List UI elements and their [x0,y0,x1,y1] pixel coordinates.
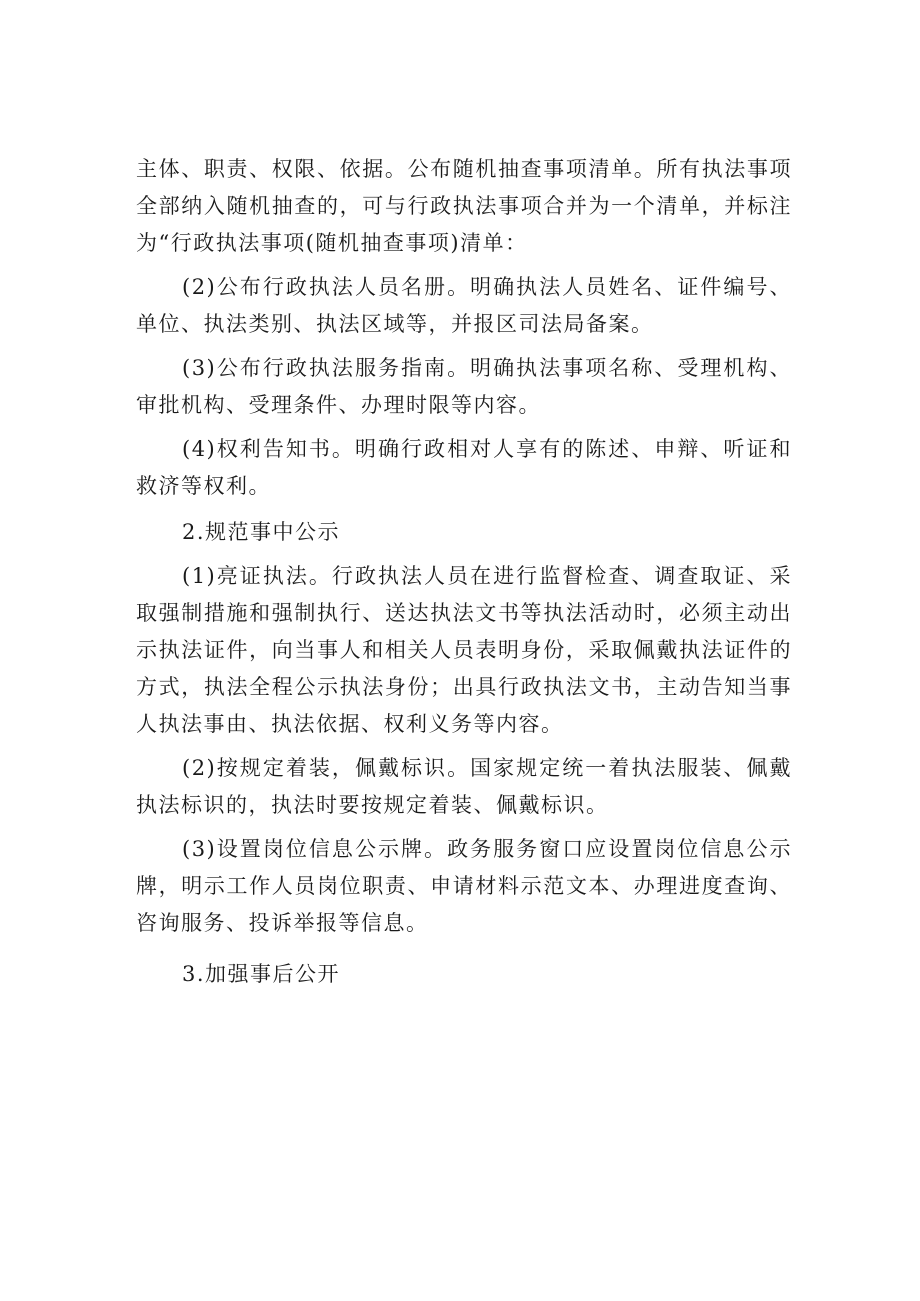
paragraph-continuation: 主体、职责、权限、依据。公布随机抽查事项清单。所有执法事项全部纳入随机抽查的，可与行政执法事项合并为一个清单，并标注为“行政执法事项(随机抽查事项)清单： [136,157,792,255]
paragraph-info-board: (3)设置岗位信息公示牌。政务服务窗口应设置岗位信息公示牌，明示工作人员岗位职责、申请材料示范文本、办理进度查询、咨询服务、投诉举报等信息。 [136,837,792,935]
section-heading-after: 3.加强事后公开 [182,962,341,986]
section-heading-during: 2.规范事中公示 [182,520,341,544]
paragraph-rights-notice: (4)权利告知书。明确行政相对人享有的陈述、申辩、听证和救济等权利。 [136,437,792,498]
paragraph-show-id: (1)亮证执法。行政执法人员在进行监督检查、调查取证、采取强制措施和强制执行、送达执法文书等执法活动时，必须主动出示执法证件，向当事人和相关人员表明身份，采取佩戴执法证件的方式，执法全程公示执法身份；出具行政执法文书，主动告知当事人执法事由、执法依据、权利义务等内容。 [136,564,792,736]
paragraph-uniform: (2)按规定着装，佩戴标识。国家规定统一着执法服装、佩戴执法标识的，执法时要按规定着装、佩戴标识。 [136,756,792,817]
document-body [136,151,792,993]
paragraph-roster: (2)公布行政执法人员名册。明确执法人员姓名、证件编号、单位、执法类别、执法区域等，并报区司法局备案。 [136,275,792,336]
paragraph-service-guide: (3)公布行政执法服务指南。明确执法事项名称、受理机构、审批机构、受理条件、办理时限等内容。 [136,356,792,417]
